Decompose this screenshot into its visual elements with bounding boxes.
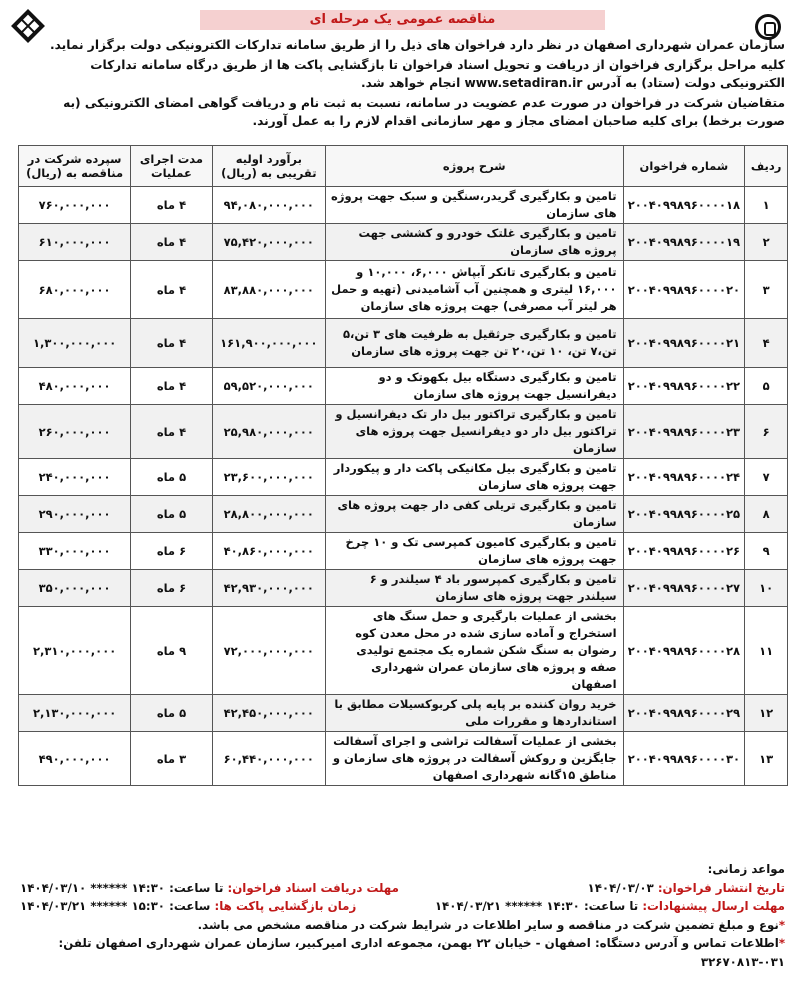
header-row-number: ردیف xyxy=(745,146,788,187)
cell-project-description: خرید روان کننده بر پایه پلی کربوکسیلات مطابق با استانداردها و مقررات ملی xyxy=(325,695,623,732)
submit-row xyxy=(20,897,785,916)
cell-row-number: ۹ xyxy=(745,533,788,570)
opening-value: ساعت: ۱۵:۳۰ ****** ۱۴۰۴/۰۳/۲۱ xyxy=(20,899,211,913)
publish-row xyxy=(20,879,785,898)
cell-duration: ۴ ماه xyxy=(131,405,213,459)
notice-title: مناقصه عمومی یک مرحله ای xyxy=(200,10,605,30)
note-contact: *اطلاعات تماس و آدرس دستگاه: اصفهان - خیابان ۲۲ بهمن، مجموعه اداری امیرکبیر، سازمان عمران شهرداری اصفهان تلفن: ۰۳۱-۳۲۶۷۰۸۱۳ xyxy=(58,936,785,969)
submit-deadline-label: مهلت ارسال پیشنهادات: xyxy=(642,899,785,913)
deadlines-heading: مواعد زمانی: xyxy=(707,862,785,876)
table-row xyxy=(19,459,788,496)
cell-deposit: ۲,۳۱۰,۰۰۰,۰۰۰ xyxy=(19,607,131,695)
cell-estimate: ۸۳,۸۸۰,۰۰۰,۰۰۰ xyxy=(212,261,325,319)
intro-paragraph-3: متقاضیان شرکت در فراخوان در صورت عدم عضویت در سامانه، نسبت به ثبت نام و دریافت گواهی امضای الکترونیکی (به صورت برخط) برای کلیه صاحبان امضای مجاز و مهر سازمانی اقدام لازم را به عمل آورند. xyxy=(63,95,785,128)
cell-row-number: ۵ xyxy=(745,368,788,405)
cell-estimate: ۲۸,۸۰۰,۰۰۰,۰۰۰ xyxy=(212,496,325,533)
cell-duration: ۵ ماه xyxy=(131,695,213,732)
header-duration: مدت اجرای عملیات xyxy=(131,146,213,187)
cell-deposit: ۳۳۰,۰۰۰,۰۰۰ xyxy=(19,533,131,570)
cell-tender-number: ۲۰۰۴۰۹۹۸۹۶۰۰۰۰۲۹ xyxy=(623,695,745,732)
table-row xyxy=(19,533,788,570)
table-row xyxy=(19,224,788,261)
cell-deposit: ۲۶۰,۰۰۰,۰۰۰ xyxy=(19,405,131,459)
cell-row-number: ۱ xyxy=(745,187,788,224)
cell-row-number: ۳ xyxy=(745,261,788,319)
cell-row-number: ۱۲ xyxy=(745,695,788,732)
cell-project-description: بخشی از عملیات آسفالت تراشی و اجرای آسفالت جایگزین و روکش آسفالت در پروژه های سازمان و مناطق ۱۵گانه شهرداری اصفهان xyxy=(325,732,623,786)
cell-duration: ۳ ماه xyxy=(131,732,213,786)
cell-estimate: ۵۹,۵۲۰,۰۰۰,۰۰۰ xyxy=(212,368,325,405)
header-project-description: شرح پروژه xyxy=(325,146,623,187)
cell-tender-number: ۲۰۰۴۰۹۹۸۹۶۰۰۰۰۲۲ xyxy=(623,368,745,405)
footer xyxy=(20,860,785,971)
cell-tender-number: ۲۰۰۴۰۹۹۸۹۶۰۰۰۰۱۸ xyxy=(623,187,745,224)
cell-estimate: ۴۲,۹۳۰,۰۰۰,۰۰۰ xyxy=(212,570,325,607)
cell-estimate: ۲۳,۶۰۰,۰۰۰,۰۰۰ xyxy=(212,459,325,496)
table-row xyxy=(19,405,788,459)
intro-paragraph-2: کلیه مراحل برگزاری فراخوان از دریافت و تحویل اسناد فراخوان تا بازگشایی پاکت ها از طریق درگاه سامانه تدارکات الکترونیکی دولت (ستاد) به آدرس www.setadiran.ir انجام خواهد شد. xyxy=(90,57,785,90)
cell-tender-number: ۲۰۰۴۰۹۹۸۹۶۰۰۰۰۲۱ xyxy=(623,319,745,368)
cell-duration: ۴ ماه xyxy=(131,368,213,405)
header-estimate: برآورد اولیه تقریبی به (ریال) xyxy=(212,146,325,187)
intro-text xyxy=(25,36,785,132)
cell-row-number: ۱۱ xyxy=(745,607,788,695)
cell-deposit: ۲۴۰,۰۰۰,۰۰۰ xyxy=(19,459,131,496)
cell-tender-number: ۲۰۰۴۰۹۹۸۹۶۰۰۰۰۲۴ xyxy=(623,459,745,496)
cell-project-description: تامین و بکارگیری تراکتور بیل دار تک دیفرانسیل و تراکتور بیل دار دو دیفرانسیل جهت پروژه های سازمان xyxy=(325,405,623,459)
cell-row-number: ۱۳ xyxy=(745,732,788,786)
table-row xyxy=(19,496,788,533)
publish-label: تاریخ انتشار فراخوان: xyxy=(657,880,785,895)
cell-project-description: تامین و بکارگیری غلتک خودرو و کششی جهت پروژه های سازمان xyxy=(325,224,623,261)
cell-duration: ۴ ماه xyxy=(131,187,213,224)
docs-deadline-label: مهلت دریافت اسناد فراخوان: xyxy=(227,880,399,895)
table-row xyxy=(19,607,788,695)
cell-tender-number: ۲۰۰۴۰۹۹۸۹۶۰۰۰۰۱۹ xyxy=(623,224,745,261)
note-guarantee: *نوع و مبلغ تضمین شرکت در مناقصه و سایر اطلاعات در شرایط شرکت در مناقصه مشخص می باشد. xyxy=(197,917,785,932)
cell-row-number: ۱۰ xyxy=(745,570,788,607)
cell-row-number: ۲ xyxy=(745,224,788,261)
table-header-row xyxy=(19,146,788,187)
cell-tender-number: ۲۰۰۴۰۹۹۸۹۶۰۰۰۰۲۰ xyxy=(623,261,745,319)
cell-deposit: ۷۶۰,۰۰۰,۰۰۰ xyxy=(19,187,131,224)
opening-label: زمان بازگشایی پاکت ها: xyxy=(214,899,357,913)
cell-estimate: ۴۲,۴۵۰,۰۰۰,۰۰۰ xyxy=(212,695,325,732)
cell-tender-number: ۲۰۰۴۰۹۹۸۹۶۰۰۰۰۳۰ xyxy=(623,732,745,786)
cell-project-description: تامین و بکارگیری دستگاه بیل بکهوتک و دو دیفرانسیل جهت پروژه های سازمان xyxy=(325,368,623,405)
cell-row-number: ۷ xyxy=(745,459,788,496)
cell-estimate: ۹۴,۰۸۰,۰۰۰,۰۰۰ xyxy=(212,187,325,224)
cell-duration: ۴ ماه xyxy=(131,319,213,368)
cell-project-description: تامین و بکارگیری گریدر،سنگین و سبک جهت پروژه های سازمان xyxy=(325,187,623,224)
cell-estimate: ۷۵,۴۲۰,۰۰۰,۰۰۰ xyxy=(212,224,325,261)
cell-tender-number: ۲۰۰۴۰۹۹۸۹۶۰۰۰۰۲۳ xyxy=(623,405,745,459)
cell-tender-number: ۲۰۰۴۰۹۹۸۹۶۰۰۰۰۲۷ xyxy=(623,570,745,607)
cell-duration: ۴ ماه xyxy=(131,224,213,261)
cell-deposit: ۳۵۰,۰۰۰,۰۰۰ xyxy=(19,570,131,607)
cell-estimate: ۶۰,۴۴۰,۰۰۰,۰۰۰ xyxy=(212,732,325,786)
cell-duration: ۹ ماه xyxy=(131,607,213,695)
cell-deposit: ۶۸۰,۰۰۰,۰۰۰ xyxy=(19,261,131,319)
cell-row-number: ۴ xyxy=(745,319,788,368)
cell-project-description: تامین و بکارگیری تریلی کفی دار جهت پروژه های سازمان xyxy=(325,496,623,533)
cell-estimate: ۴۰,۸۶۰,۰۰۰,۰۰۰ xyxy=(212,533,325,570)
cell-project-description: تامین و بکارگیری کمپرسور باد ۴ سیلندر و ۶ سیلندر جهت پروژه های سازمان xyxy=(325,570,623,607)
cell-duration: ۴ ماه xyxy=(131,261,213,319)
intro-paragraph-1: سازمان عمران شهرداری اصفهان در نظر دارد فراخوان های ذیل را از طریق سامانه تدارکات الکترونیکی دولت برگزار نماید. xyxy=(50,38,785,52)
cell-deposit: ۲۹۰,۰۰۰,۰۰۰ xyxy=(19,496,131,533)
cell-estimate: ۲۵,۹۸۰,۰۰۰,۰۰۰ xyxy=(212,405,325,459)
docs-deadline-value: تا ساعت: ۱۴:۳۰ ****** ۱۴۰۴/۰۳/۱۰ xyxy=(20,880,224,895)
cell-row-number: ۶ xyxy=(745,405,788,459)
cell-deposit: ۴۹۰,۰۰۰,۰۰۰ xyxy=(19,732,131,786)
cell-project-description: بخشی از عملیات بارگیری و حمل سنگ های استخراج و آماده سازی شده در محل معدن کوه رضوان به سنگ شکن شماره یک مجتمع تولیدی صفه و پروژه های سازمان عمران شهرداری اصفهان xyxy=(325,607,623,695)
cell-estimate: ۷۲,۰۰۰,۰۰۰,۰۰۰ xyxy=(212,607,325,695)
cell-deposit: ۲,۱۳۰,۰۰۰,۰۰۰ xyxy=(19,695,131,732)
cell-row-number: ۸ xyxy=(745,496,788,533)
cell-duration: ۵ ماه xyxy=(131,459,213,496)
cell-tender-number: ۲۰۰۴۰۹۹۸۹۶۰۰۰۰۲۶ xyxy=(623,533,745,570)
table-row xyxy=(19,261,788,319)
header-tender-number: شماره فراخوان xyxy=(623,146,745,187)
cell-estimate: ۱۶۱,۹۰۰,۰۰۰,۰۰۰ xyxy=(212,319,325,368)
publish-date: ۱۴۰۴/۰۳/۰۳ xyxy=(587,880,654,895)
table-row xyxy=(19,319,788,368)
cell-deposit: ۶۱۰,۰۰۰,۰۰۰ xyxy=(19,224,131,261)
cell-deposit: ۱,۳۰۰,۰۰۰,۰۰۰ xyxy=(19,319,131,368)
tender-table xyxy=(18,145,788,786)
cell-duration: ۶ ماه xyxy=(131,570,213,607)
cell-project-description: تامین و بکارگیری بیل مکانیکی پاکت دار و پیکوردار جهت پروژه های سازمان xyxy=(325,459,623,496)
table-row xyxy=(19,732,788,786)
cell-tender-number: ۲۰۰۴۰۹۹۸۹۶۰۰۰۰۲۸ xyxy=(623,607,745,695)
header-deposit: سپرده شرکت در مناقصه به (ریال) xyxy=(19,146,131,187)
cell-project-description: تامین و بکارگیری تانکر آبپاش ۶,۰۰۰، ۱۰,۰۰۰ و ۱۶,۰۰۰ لیتری و همچنین آب آشامیدنی (تهیه و حمل هر لیتر آب مصرفی) جهت پروژه های سازمان xyxy=(325,261,623,319)
cell-deposit: ۴۸۰,۰۰۰,۰۰۰ xyxy=(19,368,131,405)
cell-tender-number: ۲۰۰۴۰۹۹۸۹۶۰۰۰۰۲۵ xyxy=(623,496,745,533)
submit-deadline-value: تا ساعت: ۱۴:۳۰ ****** ۱۴۰۴/۰۳/۲۱ xyxy=(434,899,639,913)
cell-project-description: تامین و بکارگیری جرثقیل به ظرفیت های ۳ تن،۵ تن،۷ تن، ۱۰ تن،۲۰ تن جهت پروژه های سازمان xyxy=(325,319,623,368)
cell-duration: ۶ ماه xyxy=(131,533,213,570)
table-row xyxy=(19,695,788,732)
cell-project-description: تامین و بکارگیری کامیون کمپرسی تک و ۱۰ چرخ جهت پروژه های سازمان xyxy=(325,533,623,570)
table-row xyxy=(19,570,788,607)
cell-duration: ۵ ماه xyxy=(131,496,213,533)
table-row xyxy=(19,368,788,405)
table-row xyxy=(19,187,788,224)
